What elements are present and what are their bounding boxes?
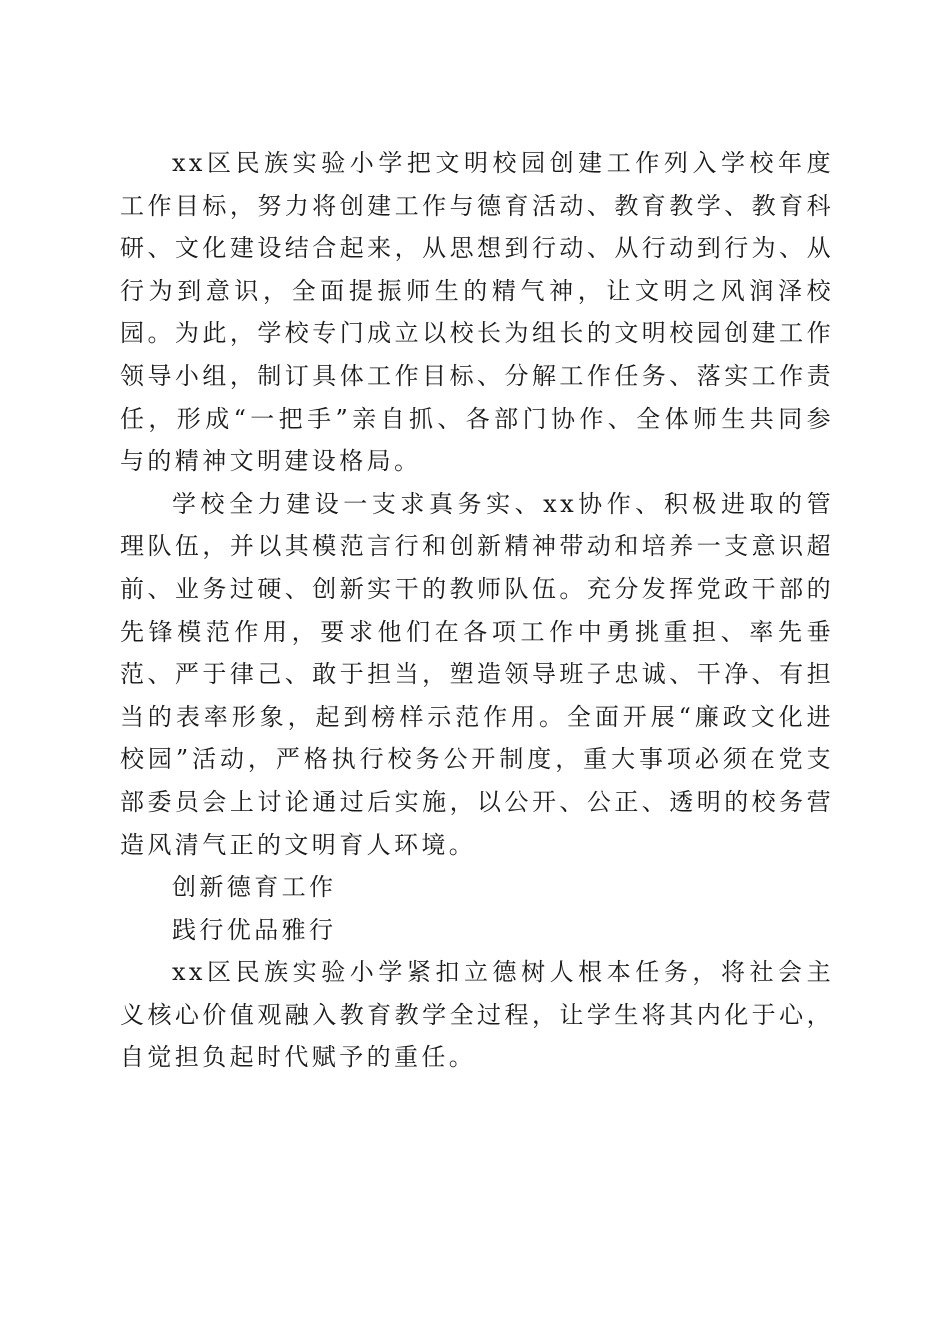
paragraph-civilized-campus: xx区民族实验小学把文明校园创建工作列入学校年度工作目标，努力将创建工作与德育活动、教育教学、教育科研、文化建设结合起来，从思想到行动、从行动到行为、从行为到意识，全面提振师生的精气神，让文明之风润泽校园。为此，学校专门成立以校长为组长的文明校园创建工作领导小组，制订具体工作目标、分解工作任务、落实工作责任，形成“一把手”亲自抓、各部门协作、全体师生共同参与的精神文明建设格局。: [120, 149, 834, 476]
section-heading-elegant-conduct: 践行优品雅行: [172, 915, 337, 944]
paragraph-core-values: xx区民族实验小学紧扣立德树人根本任务，将社会主义核心价值观融入教育教学全过程，让学生将其内化于心，自觉担负起时代赋予的重任。: [120, 958, 834, 1072]
section-heading-moral-education: 创新德育工作: [172, 873, 337, 902]
document-body: [120, 142, 834, 1079]
paragraph-management-team: 学校全力建设一支求真务实、xx协作、积极进取的管理队伍，并以其模范言行和创新精神带动和培养一支意识超前、业务过硬、创新实干的教师队伍。充分发挥党政干部的先锋模范作用，要求他们在各项工作中勇挑重担、率先垂范、严于律己、敢于担当，塑造领导班子忠诚、干净、有担当的表率形象，起到榜样示范作用。全面开展“廉政文化进校园”活动，严格执行校务公开制度，重大事项必须在党支部委员会上讨论通过后实施，以公开、公正、透明的校务营造风清气正的文明育人环境。: [120, 489, 834, 859]
